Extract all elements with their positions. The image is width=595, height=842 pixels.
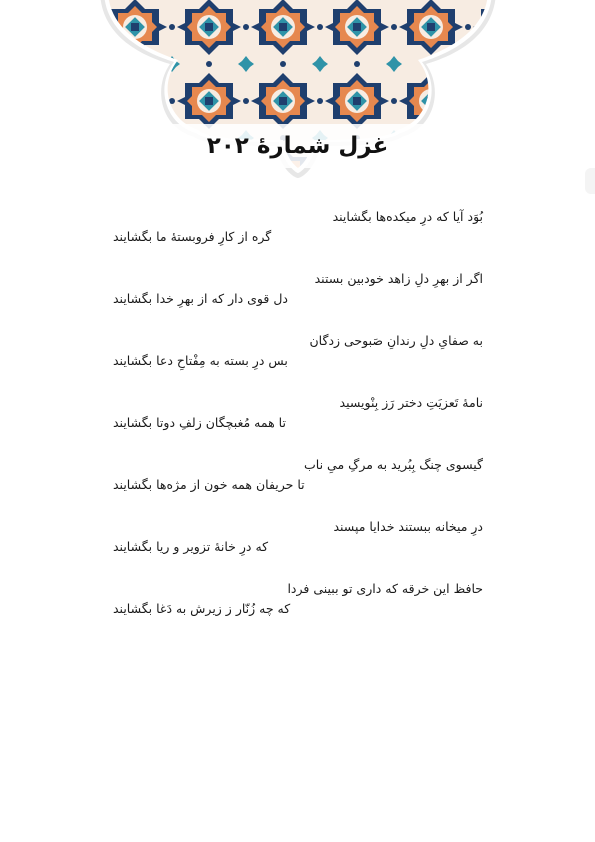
hemistich-first: اگر از بهرِ دلِ زاهد خودبین بستند [314,271,483,286]
couplet [113,207,483,269]
hemistich-first: حافظ این خرقه که داری تو ببینی فردا [287,581,483,596]
hemistich-first: نامهٔ تَعزیَتِ دختر رَز بِنْویسید [339,395,483,410]
hemistich-first: به صفایِ دلِ رندانِ صَبوحی زدگان [309,333,483,348]
hemistich-second: دل قوی دار که از بهرِ خدا بگشایند [113,291,288,306]
side-tab [585,168,595,194]
poem-title: غزل شمارهٔ ۲۰۲ [206,133,389,159]
hemistich-second: تا حریفان همه خون از مژه‌ها بگشایند [113,477,305,492]
couplet [113,455,483,517]
hemistich-second: که درِ خانهٔ تزویر و ریا بگشایند [113,539,269,554]
hemistich-second: بس درِ بسته به مِفْتاحِ دعا بگشایند [113,353,288,368]
hemistich-second: که چه زُنّار ز زیرش به دَغا بگشایند [113,601,291,616]
couplet [113,331,483,393]
hemistich-first: گیسوی چنگ بِبُرید به مرگِ میِ ناب [304,457,483,472]
hemistich-second: گره از کارِ فروبستهٔ ما بگشایند [113,229,272,244]
hemistich-first: بُوَد آیا که درِ میکده‌ها بگشایند [332,209,483,224]
couplet [113,269,483,331]
couplet [113,579,483,641]
hemistich-first: درِ میخانه ببستند خدایا مپسند [333,519,483,534]
hemistich-second: تا همه مُغبچگان زلفِ دوتا بگشایند [113,415,286,430]
couplet [113,393,483,455]
couplet [113,517,483,579]
poem-body [113,207,483,641]
